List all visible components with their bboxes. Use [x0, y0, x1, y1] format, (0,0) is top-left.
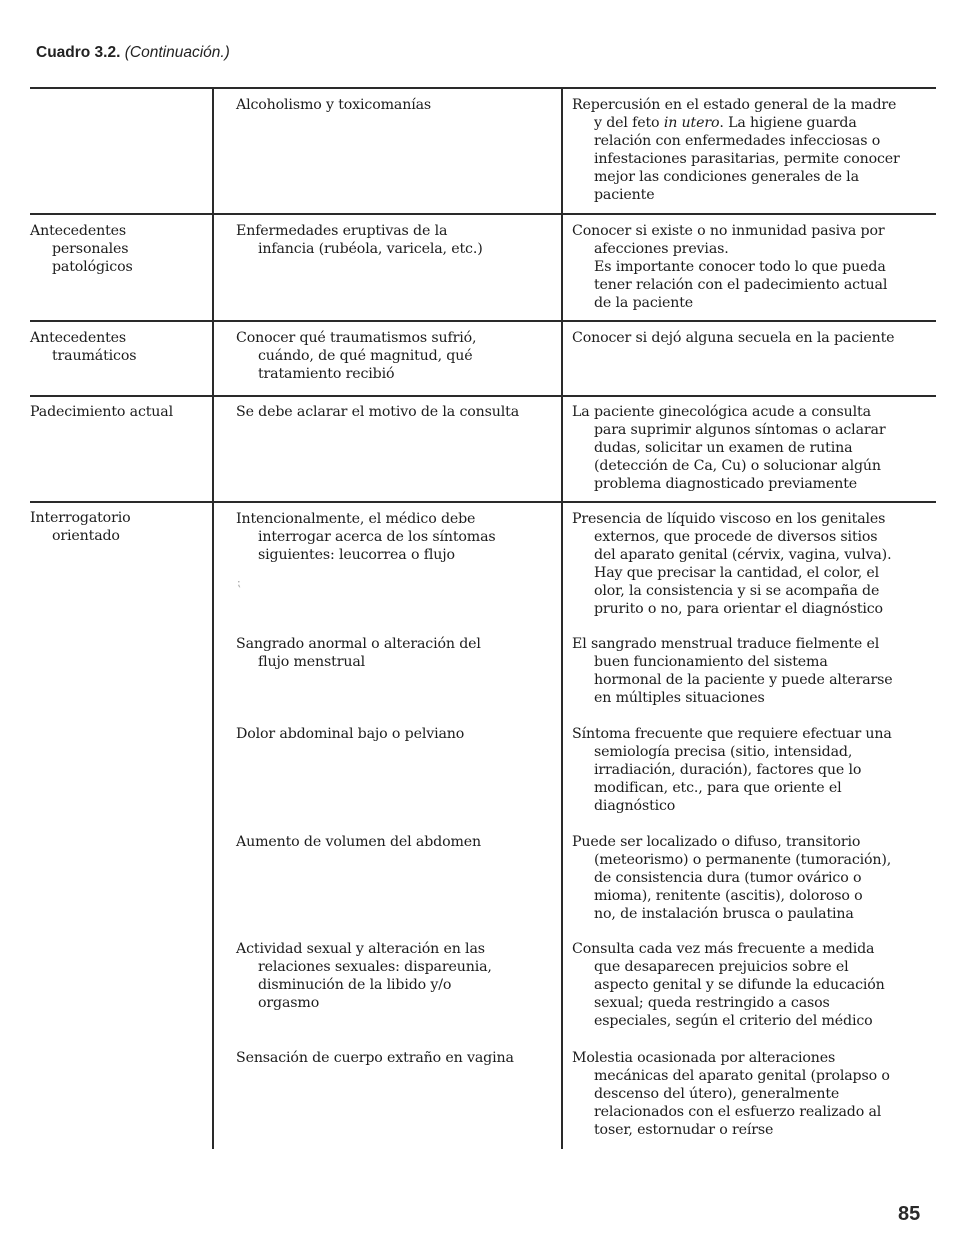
cell-line: El sangrado menstrual traduce fielmente el [572, 636, 880, 652]
cell-line: orientado [52, 528, 120, 544]
table-caption [36, 44, 230, 62]
cell-line: mejor las condiciones generales de la [594, 169, 859, 185]
cell-line: dudas, solicitar un examen de rutina [594, 440, 853, 456]
column-divider-1 [212, 87, 214, 1149]
text-run: . La higiene guarda [719, 115, 857, 131]
cell-line: patológicos [52, 259, 133, 275]
table-cell-item [236, 940, 556, 1012]
table-cell-item [236, 635, 556, 671]
cell-line: Aumento de volumen del abdomen [236, 834, 482, 850]
cell-line: Síntoma frecuente que requiere efectuar una [572, 726, 892, 742]
cell-line: olor, la consistencia y si se acompaña de [594, 583, 880, 599]
cell-line: Hay que precisar la cantidad, el color, el [594, 565, 880, 581]
cell-line: diagnóstico [594, 798, 676, 814]
table-cell-item [236, 510, 556, 564]
cell-line: Presencia de líquido viscoso en los genitales [572, 511, 886, 527]
table-cell-description [572, 833, 962, 923]
cell-line: infancia (rubéola, varicela, etc.) [258, 241, 483, 257]
cell-line: semiología precisa (sitio, intensidad, [594, 744, 853, 760]
cell-line: Intencionalmente, el médico debe [236, 511, 476, 527]
table-cell-item [236, 725, 556, 743]
cell-line: mecánicas del aparato genital (prolapso o [594, 1068, 890, 1084]
row-divider [30, 501, 936, 503]
cell-line: siguientes: leucorrea o flujo [258, 547, 455, 563]
table-cell-description [572, 329, 962, 347]
cell-line: Actividad sexual y alteración en las [236, 941, 485, 957]
cell-line: Repercusión en el estado general de la madre [572, 97, 897, 113]
row-divider [30, 320, 936, 322]
table-cell-item [236, 1049, 556, 1067]
cell-line: Puede ser localizado o difuso, transitorio [572, 834, 861, 850]
cell-line: Conocer qué traumatismos sufrió, [236, 330, 477, 346]
cell-line: relaciones sexuales: dispareunia, [258, 959, 492, 975]
cell-line: Enfermedades eruptivas de la [236, 223, 448, 239]
table-cell-description [572, 222, 962, 312]
cell-line: Dolor abdominal bajo o pelviano [236, 726, 465, 742]
cell-line: traumáticos [52, 348, 137, 364]
cell-line: personales [52, 241, 129, 257]
cell-line: descenso del útero), generalmente [594, 1086, 840, 1102]
cell-line: Conocer si existe o no inmunidad pasiva por [572, 223, 885, 239]
table-cell-item [236, 833, 556, 851]
table-cell-category [30, 509, 210, 545]
cell-line: tratamiento recibió [258, 366, 395, 382]
caption-continuation: (Continuación.) [124, 44, 230, 61]
cell-line: mioma), renitente (ascitis), doloroso o [594, 888, 863, 904]
table-cell-item [236, 403, 556, 421]
table-cell-description [572, 510, 962, 618]
table-cell-description [572, 96, 962, 204]
cell-line: irradiación, duración), factores que lo [594, 762, 862, 778]
cell-line: afecciones previas. [594, 241, 729, 257]
cell-line: aspecto genital y se difunde la educación [594, 977, 885, 993]
cell-line: orgasmo [258, 995, 320, 1011]
cell-line: Sangrado anormal o alteración del [236, 636, 481, 652]
cell-line: (detección de Ca, Cu) o solucionar algún [594, 458, 881, 474]
table-top-rule [30, 87, 936, 89]
table-cell-item [236, 222, 556, 258]
table-cell-category [30, 329, 210, 365]
cell-line: Consulta cada vez más frecuente a medida [572, 941, 875, 957]
table-cell-description [572, 725, 962, 815]
cell-line: (meteorismo) o permanente (tumoración), [594, 852, 892, 868]
table-cell-category [30, 403, 210, 421]
cell-line: Alcoholismo y toxicomanías [236, 97, 432, 113]
cell-line: tener relación con el padecimiento actual [594, 277, 888, 293]
cell-line: disminución de la libido y/o [258, 977, 452, 993]
table-cell-category [30, 222, 210, 276]
table-cell-description [572, 403, 962, 493]
cell-line: para suprimir algunos síntomas o aclarar [594, 422, 886, 438]
cell-line: paciente [594, 187, 655, 203]
italic-term: in utero [663, 115, 720, 131]
cell-line: cuándo, de qué magnitud, qué [258, 348, 473, 364]
row-divider [30, 395, 936, 397]
cell-line: relación con enfermedades infecciosas o [594, 133, 881, 149]
text-run: y del feto [594, 115, 664, 131]
cell-line: Antecedentes [30, 223, 127, 239]
cell-line: que desaparecen prejuicios sobre el [594, 959, 849, 975]
column-divider-2 [561, 87, 563, 1149]
cell-line: prurito o no, para orientar el diagnóstico [594, 601, 883, 617]
cell-line: buen funcionamiento del sistema [594, 654, 828, 670]
scan-speck: ⁏ [237, 576, 241, 589]
table-cell-item [236, 329, 556, 383]
cell-line: infestaciones parasitarias, permite conocer [594, 151, 900, 167]
cell-line: Antecedentes [30, 330, 127, 346]
cell-line: de consistencia dura (tumor ovárico o [594, 870, 862, 886]
cell-line: del aparato genital (cérvix, vagina, vulva). [594, 547, 892, 563]
table-cell-description [572, 1049, 962, 1139]
cell-line: Molestia ocasionada por alteraciones [572, 1050, 836, 1066]
table-cell-description [572, 940, 962, 1030]
table-cell-item [236, 96, 556, 114]
cell-line: toser, estornudar o reírse [594, 1122, 774, 1138]
cell-line: flujo menstrual [258, 654, 366, 670]
cell-line: modifican, etc., para que oriente el [594, 780, 842, 796]
cell-line: Sensación de cuerpo extraño en vagina [236, 1050, 514, 1066]
cell-line: de la paciente [594, 295, 694, 311]
cell-line: externos, que procede de diversos sitios [594, 529, 878, 545]
cell-line: relacionados con el esfuerzo realizado al [594, 1104, 882, 1120]
table-cell-description [572, 635, 962, 707]
cell-line: Se debe aclarar el motivo de la consulta [236, 404, 520, 420]
page-number: 85 [898, 1203, 921, 1225]
cell-line: hormonal de la paciente y puede alterarse [594, 672, 893, 688]
cell-line: no, de instalación brusca o paulatina [594, 906, 854, 922]
cell-line [572, 114, 962, 132]
cell-line: interrogar acerca de los síntomas [258, 529, 496, 545]
cell-line: Es importante conocer todo lo que pueda [594, 259, 886, 275]
cell-line: Conocer si dejó alguna secuela en la paciente [572, 330, 895, 346]
caption-label: Cuadro 3.2. [36, 44, 121, 61]
cell-line: problema diagnosticado previamente [594, 476, 857, 492]
cell-line: especiales, según el criterio del médico [594, 1013, 873, 1029]
cell-line: sexual; queda restringido a casos [594, 995, 830, 1011]
row-divider [30, 213, 936, 215]
cell-line: Padecimiento actual [30, 404, 173, 420]
cell-line: en múltiples situaciones [594, 690, 765, 706]
cell-line: Interrogatorio [30, 510, 131, 526]
cell-line: La paciente ginecológica acude a consulta [572, 404, 871, 420]
